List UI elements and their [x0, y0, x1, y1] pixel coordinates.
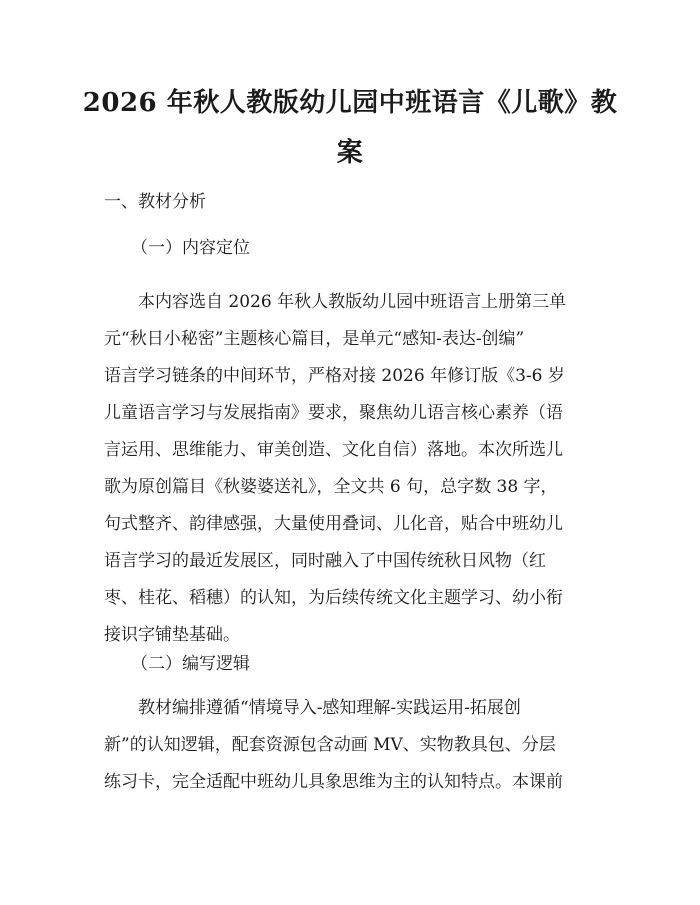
paragraph-content-positioning [104, 284, 604, 654]
paragraph-line: 本内容选自 2026 年秋人教版幼儿园中班语言上册第三单 [138, 292, 567, 312]
paragraph-line: 元“秋日小秘密”主题核心篇目，是单元“感知-表达-创编” [104, 329, 525, 349]
paragraph-line: 接识字铺垫基础。 [104, 625, 240, 645]
title-line: 案 [336, 138, 364, 168]
paragraph-line: 语言学习的最近发展区，同时融入了中国传统秋日风物（红 [104, 551, 546, 571]
paragraph-line: 新”的认知逻辑，配套资源包含动画 MV、实物教具包、分层 [104, 735, 556, 755]
paragraph-line: 言运用、思维能力、审美创造、文化自信）落地。本次所选儿 [104, 440, 563, 460]
paragraph-line: 歌为原创篇目《秋婆婆送礼》，全文共 6 句，总字数 38 字， [104, 477, 558, 497]
paragraph-line: 句式整齐、韵律感强，大量使用叠词、儿化音，贴合中班幼儿 [104, 514, 563, 534]
title-line: 2026 年秋人教版幼儿园中班语言《儿歌》教 [82, 88, 618, 118]
paragraph-line: 语言学习链条的中间环节，严格对接 2026 年修订版《3-6 岁 [104, 366, 565, 386]
paragraph-line: 儿童语言学习与发展指南》要求，聚焦幼儿语言核心素养（语 [104, 403, 563, 423]
paragraph-line: 枣、桂花、稻穗）的认知，为后续传统文化主题学习、幼小衔 [104, 588, 563, 608]
paragraph-writing-logic [104, 690, 604, 801]
paragraph-line: 练习卡，完全适配中班幼儿具象思维为主的认知特点。本课前 [104, 772, 563, 792]
section-heading-material-analysis: 一、教材分析 [104, 192, 206, 212]
document-title [80, 78, 620, 178]
paragraph-line: 教材编排遵循“情境导入-感知理解-实践运用-拓展创 [138, 698, 521, 718]
subsection-heading-writing-logic: （二）编写逻辑 [131, 654, 250, 674]
subsection-heading-content-positioning: （一）内容定位 [131, 238, 250, 258]
